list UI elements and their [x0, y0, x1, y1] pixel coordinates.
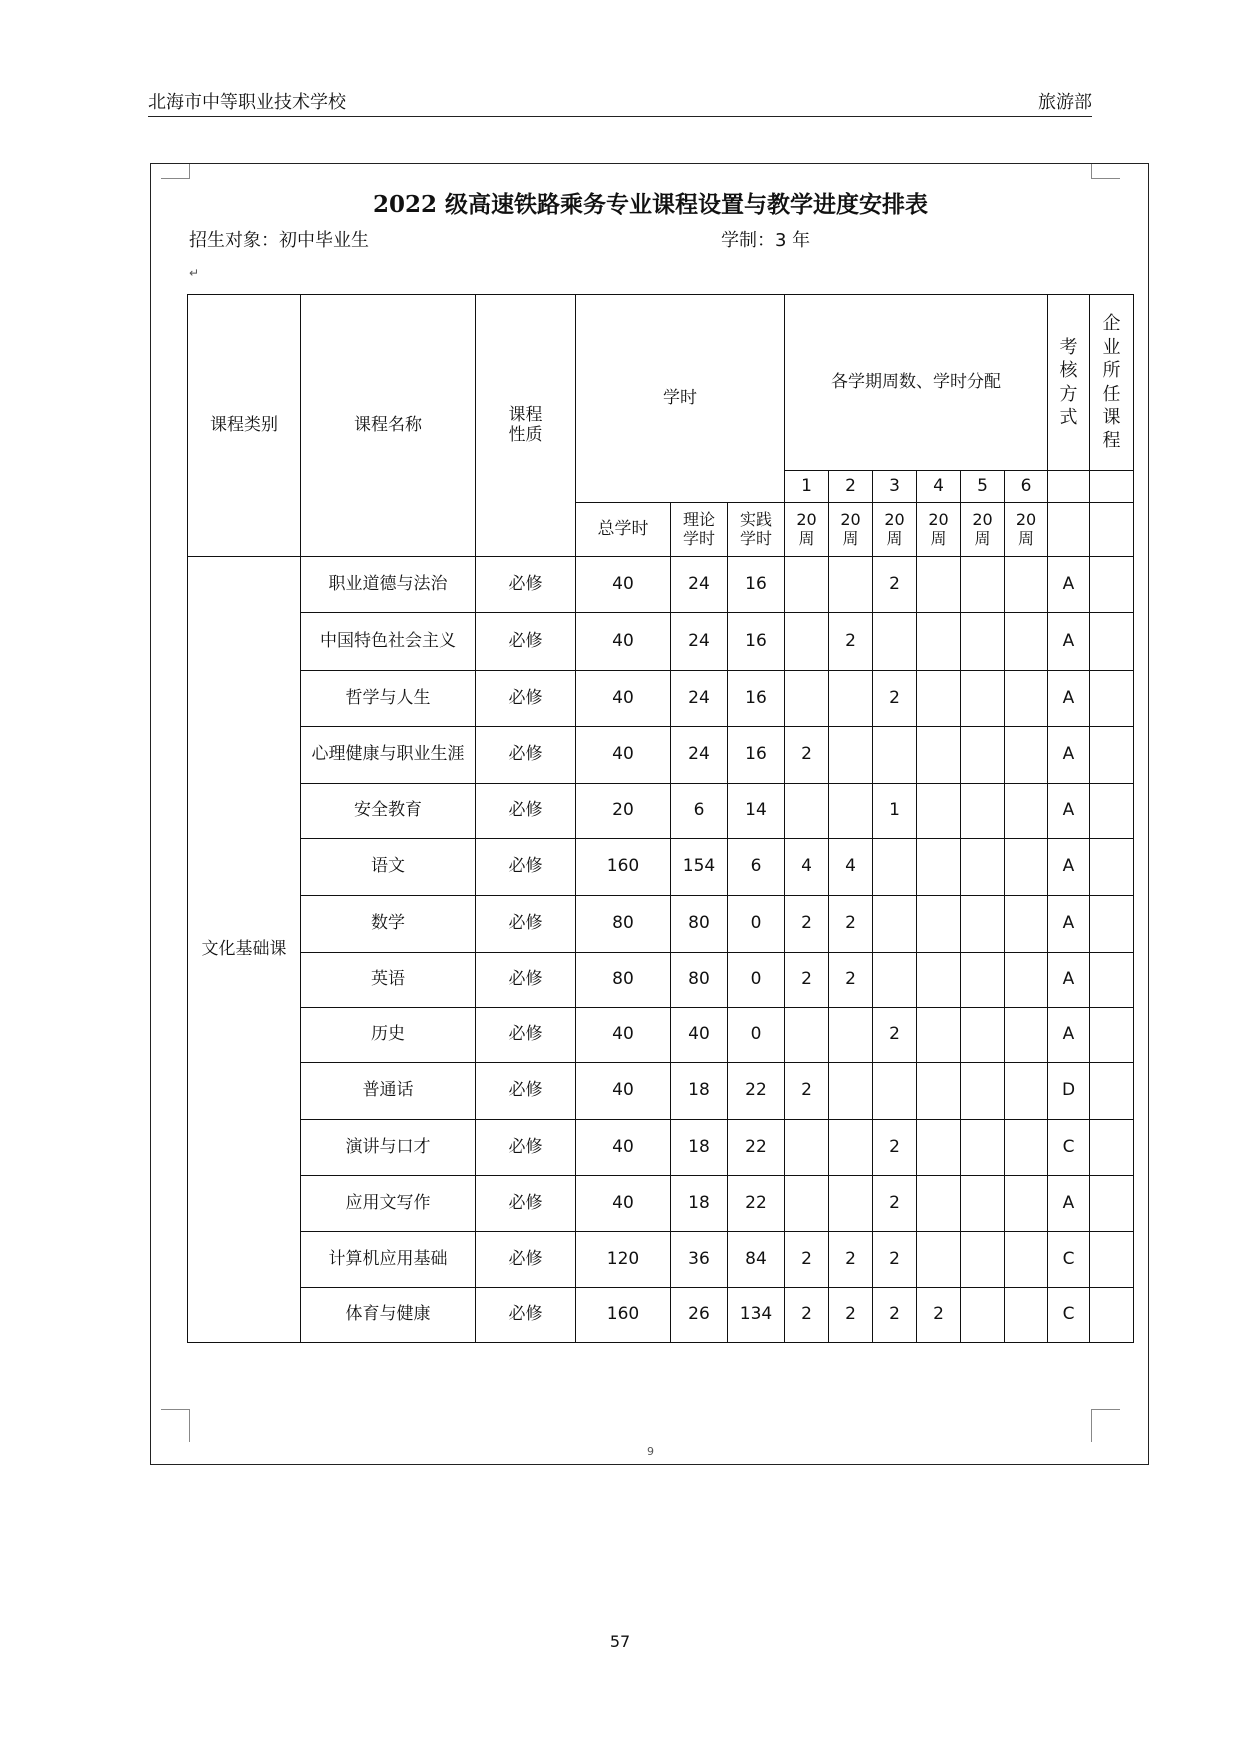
- course-name-cell: 演讲与口才: [301, 1120, 476, 1176]
- semester-hours-cell: 2: [873, 1232, 917, 1288]
- course-nature-cell: 必修: [476, 557, 576, 613]
- assessment-cell: C: [1048, 1232, 1090, 1288]
- semester-hours-cell: 4: [785, 839, 829, 896]
- assessment-cell: A: [1048, 896, 1090, 953]
- assessment-cell: D: [1048, 1063, 1090, 1120]
- header-weeks: 20周: [829, 503, 873, 557]
- practice-hours-cell: 14: [728, 784, 785, 839]
- semester-hours-cell: [1005, 784, 1048, 839]
- assessment-cell: A: [1048, 671, 1090, 727]
- semester-hours-cell: [1005, 1063, 1048, 1120]
- practice-hours-cell: 16: [728, 613, 785, 671]
- theory-hours-cell: 40: [671, 1008, 728, 1063]
- enterprise-course-cell: [1090, 784, 1134, 839]
- table-row: [188, 1176, 1134, 1232]
- semester-hours-cell: [829, 1120, 873, 1176]
- table-row: [188, 1008, 1134, 1063]
- practice-hours-cell: 16: [728, 671, 785, 727]
- course-nature-cell: 必修: [476, 953, 576, 1008]
- header-semester-number: 1: [785, 471, 829, 503]
- course-name-cell: 心理健康与职业生涯: [301, 727, 476, 784]
- semester-hours-cell: [917, 613, 961, 671]
- semester-hours-cell: [785, 671, 829, 727]
- header-semester-number: 5: [961, 471, 1005, 503]
- practice-hours-cell: 22: [728, 1176, 785, 1232]
- semester-hours-cell: 2: [917, 1288, 961, 1343]
- header-total-hours: 总学时: [576, 503, 671, 557]
- total-hours-cell: 80: [576, 896, 671, 953]
- course-name-cell: 职业道德与法治: [301, 557, 476, 613]
- table-row: [188, 1232, 1134, 1288]
- semester-hours-cell: 2: [829, 1288, 873, 1343]
- semester-hours-cell: 2: [829, 613, 873, 671]
- practice-hours-cell: 0: [728, 953, 785, 1008]
- theory-hours-cell: 24: [671, 557, 728, 613]
- page-header: [148, 88, 1092, 117]
- course-nature-cell: 必修: [476, 727, 576, 784]
- practice-hours-cell: 16: [728, 557, 785, 613]
- enterprise-course-cell: [1090, 1063, 1134, 1120]
- total-hours-cell: 40: [576, 557, 671, 613]
- total-hours-cell: 40: [576, 613, 671, 671]
- semester-hours-cell: [1005, 727, 1048, 784]
- theory-hours-cell: 24: [671, 671, 728, 727]
- table-row: [188, 727, 1134, 784]
- header-weeks: 20周: [1005, 503, 1048, 557]
- header-theory-hours: 理论学时: [671, 503, 728, 557]
- semester-hours-cell: [961, 671, 1005, 727]
- total-hours-cell: 80: [576, 953, 671, 1008]
- semester-hours-cell: [961, 953, 1005, 1008]
- school-name: 北海市中等职业技术学校: [148, 92, 346, 113]
- semester-hours-cell: [785, 557, 829, 613]
- course-name-cell: 中国特色社会主义: [301, 613, 476, 671]
- semester-hours-cell: [917, 953, 961, 1008]
- semester-hours-cell: [961, 1120, 1005, 1176]
- assessment-cell: A: [1048, 727, 1090, 784]
- header-course-category: 课程类别: [188, 295, 301, 557]
- practice-hours-cell: 84: [728, 1232, 785, 1288]
- semester-hours-cell: [961, 613, 1005, 671]
- semester-hours-cell: [829, 784, 873, 839]
- total-hours-cell: 40: [576, 727, 671, 784]
- semester-hours-cell: [961, 1232, 1005, 1288]
- assessment-cell: A: [1048, 1008, 1090, 1063]
- assessment-cell: C: [1048, 1288, 1090, 1343]
- semester-hours-cell: 2: [785, 1288, 829, 1343]
- semester-hours-cell: [961, 1008, 1005, 1063]
- header-weeks: 20周: [785, 503, 829, 557]
- course-name-cell: 数学: [301, 896, 476, 953]
- semester-hours-cell: [1005, 1120, 1048, 1176]
- enterprise-course-cell: [1090, 953, 1134, 1008]
- semester-hours-cell: 2: [829, 896, 873, 953]
- table-row: [188, 839, 1134, 896]
- enterprise-course-cell: [1090, 671, 1134, 727]
- assessment-cell: A: [1048, 1176, 1090, 1232]
- course-nature-cell: 必修: [476, 839, 576, 896]
- department-name: 旅游部: [1038, 92, 1092, 113]
- theory-hours-cell: 154: [671, 839, 728, 896]
- semester-hours-cell: 2: [785, 953, 829, 1008]
- header-empty-cell: [1048, 503, 1090, 557]
- semester-hours-cell: [917, 671, 961, 727]
- semester-hours-cell: [1005, 613, 1048, 671]
- semester-hours-cell: [917, 727, 961, 784]
- semester-hours-cell: 2: [873, 1176, 917, 1232]
- semester-hours-cell: [961, 557, 1005, 613]
- semester-hours-cell: [829, 1063, 873, 1120]
- semester-hours-cell: [917, 1232, 961, 1288]
- header-semester-number: 2: [829, 471, 873, 503]
- semester-hours-cell: 2: [873, 557, 917, 613]
- course-name-cell: 体育与健康: [301, 1288, 476, 1343]
- theory-hours-cell: 80: [671, 896, 728, 953]
- enterprise-course-cell: [1090, 1176, 1134, 1232]
- paragraph-mark-icon: ↵: [189, 266, 200, 280]
- total-hours-cell: 40: [576, 1063, 671, 1120]
- semester-hours-cell: [961, 896, 1005, 953]
- corner-mark-top-left: [161, 164, 190, 179]
- semester-hours-cell: [917, 1063, 961, 1120]
- semester-hours-cell: [785, 1008, 829, 1063]
- header-semester-number: 3: [873, 471, 917, 503]
- semester-hours-cell: [829, 727, 873, 784]
- course-category-cell: 文化基础课: [188, 557, 301, 1343]
- embedded-page-frame: [150, 163, 1149, 1465]
- assessment-cell: A: [1048, 953, 1090, 1008]
- header-weeks: 20周: [917, 503, 961, 557]
- header-semester-number: 4: [917, 471, 961, 503]
- semester-hours-cell: 2: [785, 896, 829, 953]
- table-row: [188, 1120, 1134, 1176]
- semester-hours-cell: [917, 839, 961, 896]
- page-number: 57: [609, 1632, 631, 1651]
- semester-hours-cell: [1005, 1232, 1048, 1288]
- corner-mark-bottom-right: [1091, 1409, 1120, 1442]
- total-hours-cell: 40: [576, 1120, 671, 1176]
- semester-hours-cell: [1005, 1008, 1048, 1063]
- course-nature-cell: 必修: [476, 1008, 576, 1063]
- semester-hours-cell: [917, 1008, 961, 1063]
- total-hours-cell: 40: [576, 1008, 671, 1063]
- semester-hours-cell: [917, 1120, 961, 1176]
- assessment-cell: A: [1048, 839, 1090, 896]
- theory-hours-cell: 18: [671, 1176, 728, 1232]
- header-practice-hours: 实践学时: [728, 503, 785, 557]
- semester-hours-cell: [961, 1288, 1005, 1343]
- enterprise-course-cell: [1090, 1008, 1134, 1063]
- theory-hours-cell: 18: [671, 1063, 728, 1120]
- total-hours-cell: 120: [576, 1232, 671, 1288]
- header-course-nature: 课程性质: [476, 295, 576, 557]
- course-nature-cell: 必修: [476, 1120, 576, 1176]
- assessment-cell: C: [1048, 1120, 1090, 1176]
- semester-hours-cell: [1005, 671, 1048, 727]
- semester-hours-cell: [873, 953, 917, 1008]
- enterprise-course-cell: [1090, 557, 1134, 613]
- assessment-cell: A: [1048, 613, 1090, 671]
- table-row: [188, 953, 1134, 1008]
- semester-hours-cell: [961, 1176, 1005, 1232]
- header-weeks: 20周: [873, 503, 917, 557]
- course-name-cell: 安全教育: [301, 784, 476, 839]
- practice-hours-cell: 16: [728, 727, 785, 784]
- semester-hours-cell: [1005, 896, 1048, 953]
- enterprise-course-cell: [1090, 613, 1134, 671]
- total-hours-cell: 20: [576, 784, 671, 839]
- enterprise-course-cell: [1090, 1120, 1134, 1176]
- table-row: [188, 1288, 1134, 1343]
- theory-hours-cell: 18: [671, 1120, 728, 1176]
- semester-hours-cell: [1005, 1288, 1048, 1343]
- table-row: [188, 671, 1134, 727]
- semester-hours-cell: [917, 557, 961, 613]
- semester-hours-cell: [873, 839, 917, 896]
- practice-hours-cell: 0: [728, 1008, 785, 1063]
- table-row: [188, 1063, 1134, 1120]
- semester-hours-cell: 2: [873, 1288, 917, 1343]
- semester-hours-cell: [785, 1120, 829, 1176]
- semester-hours-cell: [829, 1176, 873, 1232]
- semester-hours-cell: [961, 727, 1005, 784]
- theory-hours-cell: 80: [671, 953, 728, 1008]
- course-schedule-table: [187, 294, 1134, 1343]
- enterprise-course-cell: [1090, 1232, 1134, 1288]
- semester-hours-cell: [829, 671, 873, 727]
- header-empty-cell: [1048, 471, 1090, 503]
- corner-mark-bottom-left: [161, 1409, 190, 1442]
- semester-hours-cell: [873, 727, 917, 784]
- practice-hours-cell: 22: [728, 1120, 785, 1176]
- course-name-cell: 英语: [301, 953, 476, 1008]
- semester-hours-cell: [873, 1063, 917, 1120]
- header-semester-number: 6: [1005, 471, 1048, 503]
- total-hours-cell: 40: [576, 671, 671, 727]
- enterprise-course-cell: [1090, 1288, 1134, 1343]
- semester-hours-cell: [829, 1008, 873, 1063]
- semester-hours-cell: [1005, 839, 1048, 896]
- enterprise-course-cell: [1090, 896, 1134, 953]
- semester-hours-cell: [1005, 1176, 1048, 1232]
- corner-mark-top-right: [1091, 164, 1120, 179]
- theory-hours-cell: 6: [671, 784, 728, 839]
- semester-hours-cell: [917, 896, 961, 953]
- table-row: [188, 896, 1134, 953]
- header-empty-cell: [1090, 503, 1134, 557]
- header-hours: 学时: [576, 295, 785, 503]
- course-nature-cell: 必修: [476, 671, 576, 727]
- program-duration: 学制：3 年: [721, 230, 811, 251]
- course-nature-cell: 必修: [476, 784, 576, 839]
- header-semester-distribution: 各学期周数、学时分配: [785, 295, 1048, 471]
- inner-page-number: 9: [647, 1445, 654, 1458]
- theory-hours-cell: 26: [671, 1288, 728, 1343]
- semester-hours-cell: [785, 1176, 829, 1232]
- total-hours-cell: 160: [576, 1288, 671, 1343]
- semester-hours-cell: 2: [873, 1120, 917, 1176]
- semester-hours-cell: [785, 784, 829, 839]
- semester-hours-cell: 2: [873, 671, 917, 727]
- course-nature-cell: 必修: [476, 1288, 576, 1343]
- header-weeks: 20周: [961, 503, 1005, 557]
- semester-hours-cell: [873, 613, 917, 671]
- course-nature-cell: 必修: [476, 1232, 576, 1288]
- course-name-cell: 计算机应用基础: [301, 1232, 476, 1288]
- header-course-name: 课程名称: [301, 295, 476, 557]
- header-empty-cell: [1090, 471, 1134, 503]
- semester-hours-cell: [961, 784, 1005, 839]
- practice-hours-cell: 22: [728, 1063, 785, 1120]
- header-enterprise-course: 企业所任课程: [1090, 295, 1134, 471]
- semester-hours-cell: 2: [873, 1008, 917, 1063]
- course-nature-cell: 必修: [476, 896, 576, 953]
- semester-hours-cell: [961, 1063, 1005, 1120]
- total-hours-cell: 40: [576, 1176, 671, 1232]
- course-nature-cell: 必修: [476, 613, 576, 671]
- course-name-cell: 历史: [301, 1008, 476, 1063]
- course-name-cell: 应用文写作: [301, 1176, 476, 1232]
- course-nature-cell: 必修: [476, 1063, 576, 1120]
- theory-hours-cell: 24: [671, 613, 728, 671]
- semester-hours-cell: [1005, 953, 1048, 1008]
- practice-hours-cell: 134: [728, 1288, 785, 1343]
- course-nature-cell: 必修: [476, 1176, 576, 1232]
- practice-hours-cell: 6: [728, 839, 785, 896]
- assessment-cell: A: [1048, 784, 1090, 839]
- practice-hours-cell: 0: [728, 896, 785, 953]
- theory-hours-cell: 36: [671, 1232, 728, 1288]
- semester-hours-cell: [961, 839, 1005, 896]
- semester-hours-cell: [917, 1176, 961, 1232]
- theory-hours-cell: 24: [671, 727, 728, 784]
- document-title: 2022 级高速铁路乘务专业课程设置与教学进度安排表: [372, 191, 929, 218]
- semester-hours-cell: [873, 896, 917, 953]
- course-name-cell: 语文: [301, 839, 476, 896]
- semester-hours-cell: 4: [829, 839, 873, 896]
- table-row: [188, 784, 1134, 839]
- semester-hours-cell: [829, 557, 873, 613]
- semester-hours-cell: 2: [785, 727, 829, 784]
- total-hours-cell: 160: [576, 839, 671, 896]
- table-row: [188, 613, 1134, 671]
- semester-hours-cell: 2: [785, 1232, 829, 1288]
- table-row: [188, 557, 1134, 613]
- course-name-cell: 普通话: [301, 1063, 476, 1120]
- semester-hours-cell: 1: [873, 784, 917, 839]
- semester-hours-cell: 2: [785, 1063, 829, 1120]
- course-name-cell: 哲学与人生: [301, 671, 476, 727]
- semester-hours-cell: 2: [829, 1232, 873, 1288]
- enrollment-target: 招生对象：初中毕业生: [189, 230, 369, 251]
- enterprise-course-cell: [1090, 839, 1134, 896]
- assessment-cell: A: [1048, 557, 1090, 613]
- enterprise-course-cell: [1090, 727, 1134, 784]
- semester-hours-cell: [785, 613, 829, 671]
- header-assessment: 考核方式: [1048, 295, 1090, 471]
- semester-hours-cell: [917, 784, 961, 839]
- semester-hours-cell: 2: [829, 953, 873, 1008]
- semester-hours-cell: [1005, 557, 1048, 613]
